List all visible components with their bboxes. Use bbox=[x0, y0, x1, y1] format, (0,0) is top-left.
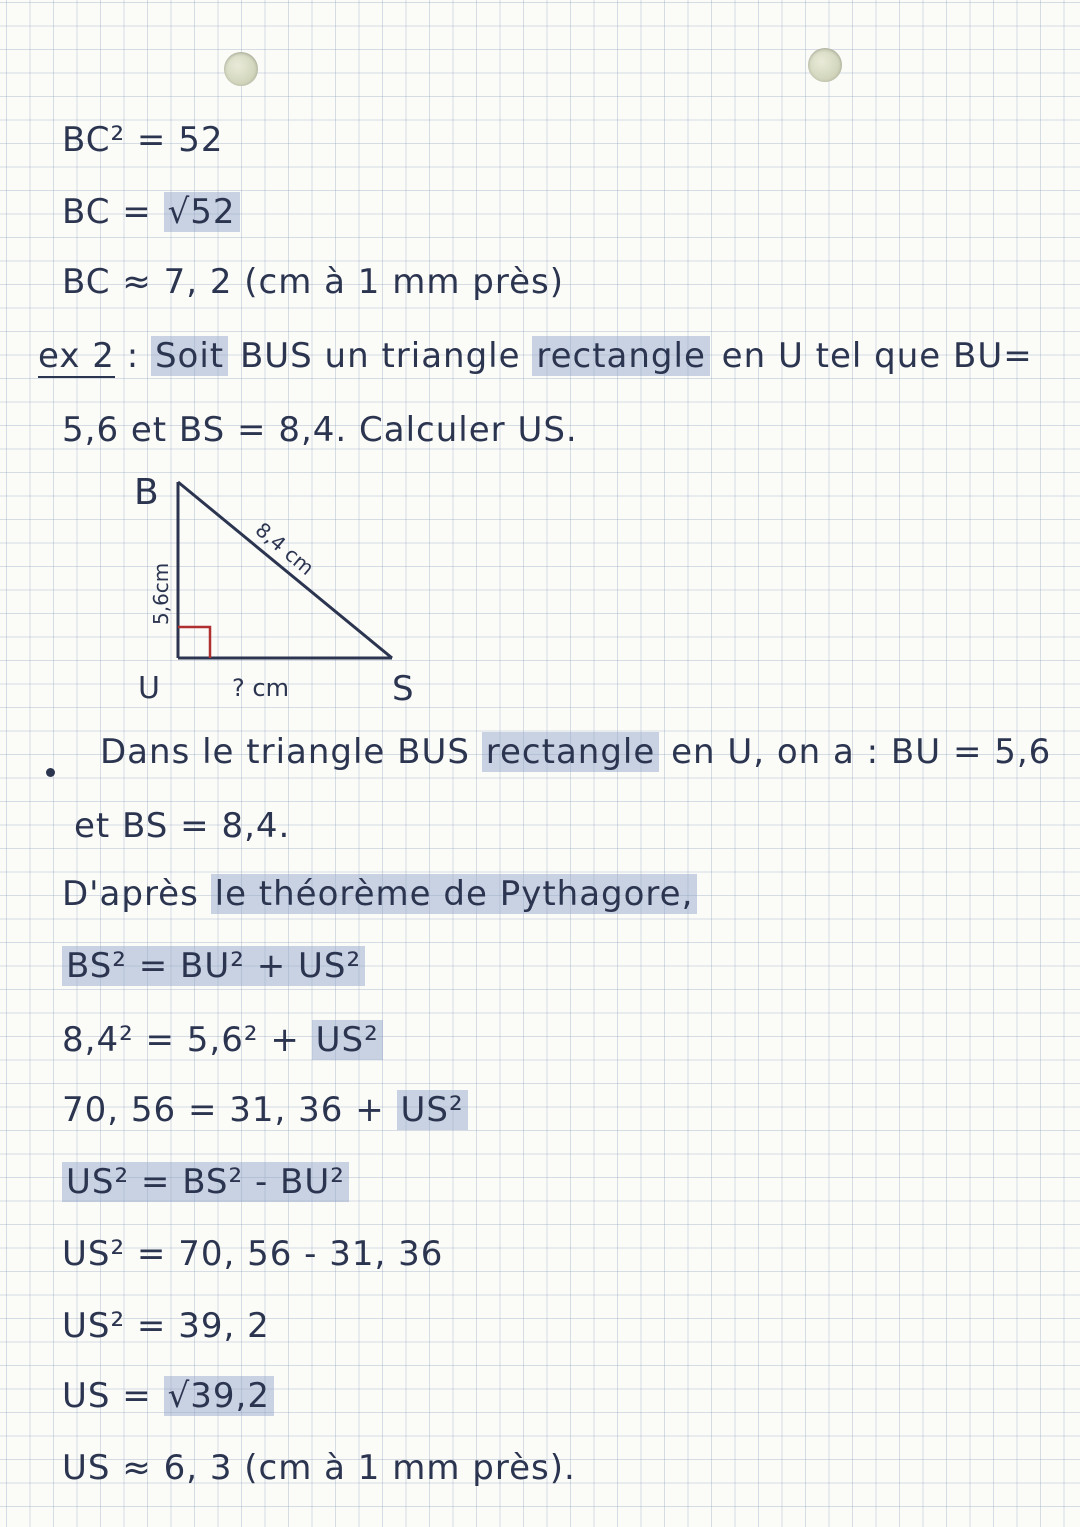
highlight-equation-3: US² bbox=[397, 1090, 468, 1130]
exercise-2-statement bbox=[38, 336, 1033, 376]
equation-8-result: US ≈ 6, 3 (cm à 1 mm près). bbox=[62, 1448, 576, 1488]
line-dapres bbox=[62, 874, 697, 914]
line-dans-le-triangle bbox=[100, 732, 1051, 772]
highlight-root-39: √39,2 bbox=[164, 1376, 274, 1416]
dapres-text: D'après bbox=[62, 874, 211, 914]
equation-2 bbox=[62, 1020, 383, 1060]
side-us-length: ? cm bbox=[232, 674, 289, 702]
exercise-label: ex 2 bbox=[38, 336, 115, 376]
triangle-figure bbox=[120, 460, 440, 710]
equation-3-start: 70, 56 = 31, 36 + bbox=[62, 1090, 397, 1130]
vertex-s-label: S bbox=[392, 669, 414, 709]
punch-hole-left bbox=[224, 52, 258, 86]
equation-3 bbox=[62, 1090, 468, 1130]
line-bc-root bbox=[62, 192, 240, 232]
line-bc-squared: BC² = 52 bbox=[62, 120, 224, 160]
side-bs-length: 8,4 cm bbox=[250, 517, 319, 580]
equation-1 bbox=[62, 946, 365, 986]
highlight-rectangle-2: rectangle bbox=[482, 732, 660, 772]
equation-7 bbox=[62, 1376, 274, 1416]
highlight-soit: Soit bbox=[151, 336, 228, 376]
punch-hole-right bbox=[808, 48, 842, 82]
dans-text-start: Dans le triangle BUS bbox=[100, 732, 482, 772]
bullet-point bbox=[46, 768, 55, 777]
right-angle-mark bbox=[178, 627, 210, 658]
exercise-colon: : bbox=[114, 336, 151, 376]
exercise-text-mid: BUS un triangle bbox=[228, 336, 533, 376]
highlight-equation-1: BS² = BU² + US² bbox=[62, 946, 365, 986]
highlight-equation-2: US² bbox=[312, 1020, 383, 1060]
equation-2-start: 8,4² = 5,6² + bbox=[62, 1020, 312, 1060]
highlight-rectangle: rectangle bbox=[532, 336, 710, 376]
highlight-root-52: √52 bbox=[164, 192, 240, 232]
highlight-equation-4: US² = BS² - BU² bbox=[62, 1162, 349, 1202]
equation-5: US² = 70, 56 - 31, 36 bbox=[62, 1234, 444, 1274]
dans-text-end: en U, on a : BU = 5,6 bbox=[659, 732, 1052, 772]
vertex-b-label: B bbox=[134, 472, 159, 513]
line-et-bs: et BS = 8,4. bbox=[74, 806, 291, 846]
equation-4 bbox=[62, 1162, 349, 1202]
line-bc-approx: BC ≈ 7, 2 (cm à 1 mm près) bbox=[62, 262, 564, 302]
vertex-u-label: U bbox=[138, 671, 160, 706]
highlight-pythagore: le théorème de Pythagore, bbox=[211, 874, 698, 914]
exercise-text-end: en U tel que BU= bbox=[709, 336, 1033, 376]
equation-7-start: US = bbox=[62, 1376, 164, 1416]
line-bc-root-label: BC = bbox=[62, 192, 164, 232]
equation-6: US² = 39, 2 bbox=[62, 1306, 270, 1346]
exercise-2-statement-line2: 5,6 et BS = 8,4. Calculer US. bbox=[62, 410, 578, 450]
side-bu-length: 5,6cm bbox=[149, 562, 173, 625]
